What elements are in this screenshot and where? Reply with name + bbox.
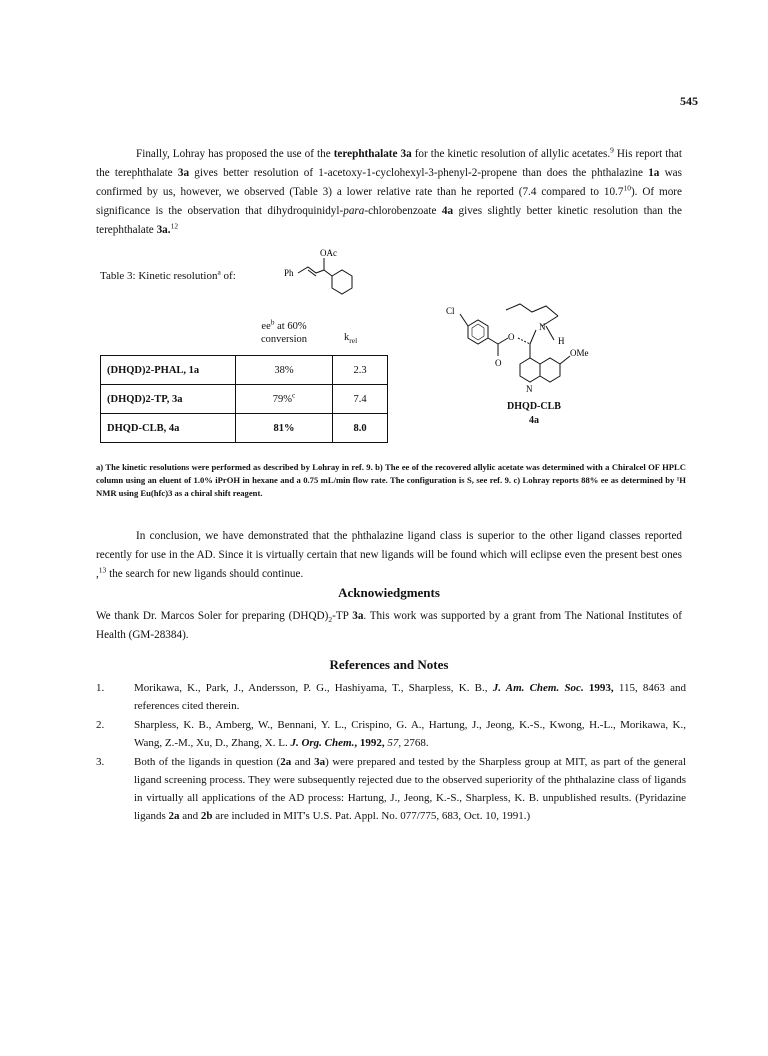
reference-number: 1. bbox=[96, 682, 105, 694]
n-top-label: N bbox=[539, 322, 546, 332]
ligand-cell: (DHQD)2-TP, 3a bbox=[101, 385, 236, 414]
substrate-structure bbox=[284, 246, 404, 302]
ph-label: Ph bbox=[284, 268, 294, 278]
o-label: O bbox=[508, 332, 515, 342]
n-bottom-label: N bbox=[526, 384, 533, 394]
table-caption: Table 3: Kinetic resolution$^a$ of: bbox=[100, 267, 236, 282]
table-row bbox=[101, 385, 388, 414]
acknowledgments-paragraph: We thank Dr. Marcos Soler for preparing $(DHQD)_2-TP$ 3a. This work was supported by a grant from The National Institutes of Health (GM-28384). bbox=[96, 610, 683, 641]
ome-label: OMe bbox=[570, 348, 589, 358]
oac-label: OAc bbox=[320, 248, 337, 258]
reference-number: 2. bbox=[96, 719, 105, 731]
intro-paragraph: Finally, Lohray has proposed the use of the terephthalate 3a for the kinetic resolution of allylic acetates.$^9$ His report that the terephthalate 3a gives better resolution of 1-acetoxy-1-cyclohexyl-3-phenyl-2-propene than does the phthalazine 1a was confirmed by us, however, we observed (Table 3) a lower relative rate than he reported (7.4 compared to 10.7$^{10}$). Of more significance is the observation that dihydroquinidyl-para-chlorobenzoate 4a gives slightly better kinetic resolution than the terephthalate 3a.$^{12}$ bbox=[96, 145, 682, 236]
table-row bbox=[101, 356, 388, 385]
reference-number: 3. bbox=[96, 756, 105, 768]
references-heading: References and Notes bbox=[329, 657, 449, 672]
krel-cell: 8.0 bbox=[333, 414, 388, 443]
kinetic-resolution-table bbox=[100, 355, 388, 443]
table-row bbox=[101, 414, 388, 443]
ligand-cell: (DHQD)2-PHAL, 1a bbox=[101, 356, 236, 385]
cl-label: Cl bbox=[446, 306, 455, 316]
reference-item: 1. Morikawa, K., Park, J., Andersson, P. G., Hashiyama, T., Sharpless, K. B., J. Am. Chem. Soc. 1993, 115, 8463 and references cited therein. bbox=[96, 679, 686, 715]
dhqd-clb-structure bbox=[446, 296, 646, 396]
conclusion-paragraph: In conclusion, we have demonstrated that the phthalazine ligand class is superior to the other ligand classes reported recently for use in the AD. Since it is virtually certain that new ligands will be found which will eclipse even the present best ones ,$^{13}$ the search for new ligands should continue. bbox=[96, 530, 682, 580]
h-label: H bbox=[558, 336, 565, 346]
reference-item: 3. Both of the ligands in question (2a and 3a) were prepared and tested by the Sharpless group at MIT, as part of the general ligand screening process. They were subsequently rejected due to the observed superiority of the phthalazine class of ligands in virtually all applications of the AD process: Hartung, J., Jeong, K.-S., Sharpless, K. B. unpublished results. (Pyridazine ligands 2a and 2b are included in MIT's U.S. Pat. Appl. No. 077/775, 683, Oct. 10, 1991.) bbox=[96, 753, 686, 825]
ligand-cell: DHQD-CLB, 4a bbox=[101, 414, 236, 443]
acknowledgments-heading: Acknowiedgments bbox=[338, 585, 440, 600]
krel-cell: 2.3 bbox=[333, 356, 388, 385]
table-footnote: a) The kinetic resolutions were performed as described by Lohray in ref. 9. b) The ee of the recovered allylic acetate was determined with a Chiralcel OF HPLC column using an eluent of 1.0% iPrOH in hexane and a 0.75 mL/min flow rate. The configuration is S, see ref. 9. c) Lohray reports 88% ee as determined by ¹H NMR using Eu(hfc)3 as a chiral shift reagent. bbox=[96, 462, 686, 498]
krel-column-header: $k_{rel}$ bbox=[344, 332, 358, 346]
ee-column-header: $ee^b$ at 60% conversion bbox=[260, 317, 308, 345]
o-bottom-label: O bbox=[495, 358, 502, 368]
structure-name: DHQD-CLB bbox=[507, 401, 561, 412]
ee-cell: 38% bbox=[236, 356, 333, 385]
structure-number: 4a bbox=[529, 415, 539, 426]
ee-cell: 81% bbox=[236, 414, 333, 443]
reference-item: 2. Sharpless, K. B., Amberg, W., Bennani, Y. L., Crispino, G. A., Hartung, J., Jeong, K.-S., Kwong, H.-L., Morikawa, K., Wang, Z.-M., Xu, D., Zhang, X. L. J. Org. Chem., 1992, 57, 2768. bbox=[96, 716, 686, 752]
ee-cell: 79%$^c$ bbox=[236, 385, 333, 414]
page-number: 545 bbox=[680, 94, 698, 108]
krel-cell: 7.4 bbox=[333, 385, 388, 414]
